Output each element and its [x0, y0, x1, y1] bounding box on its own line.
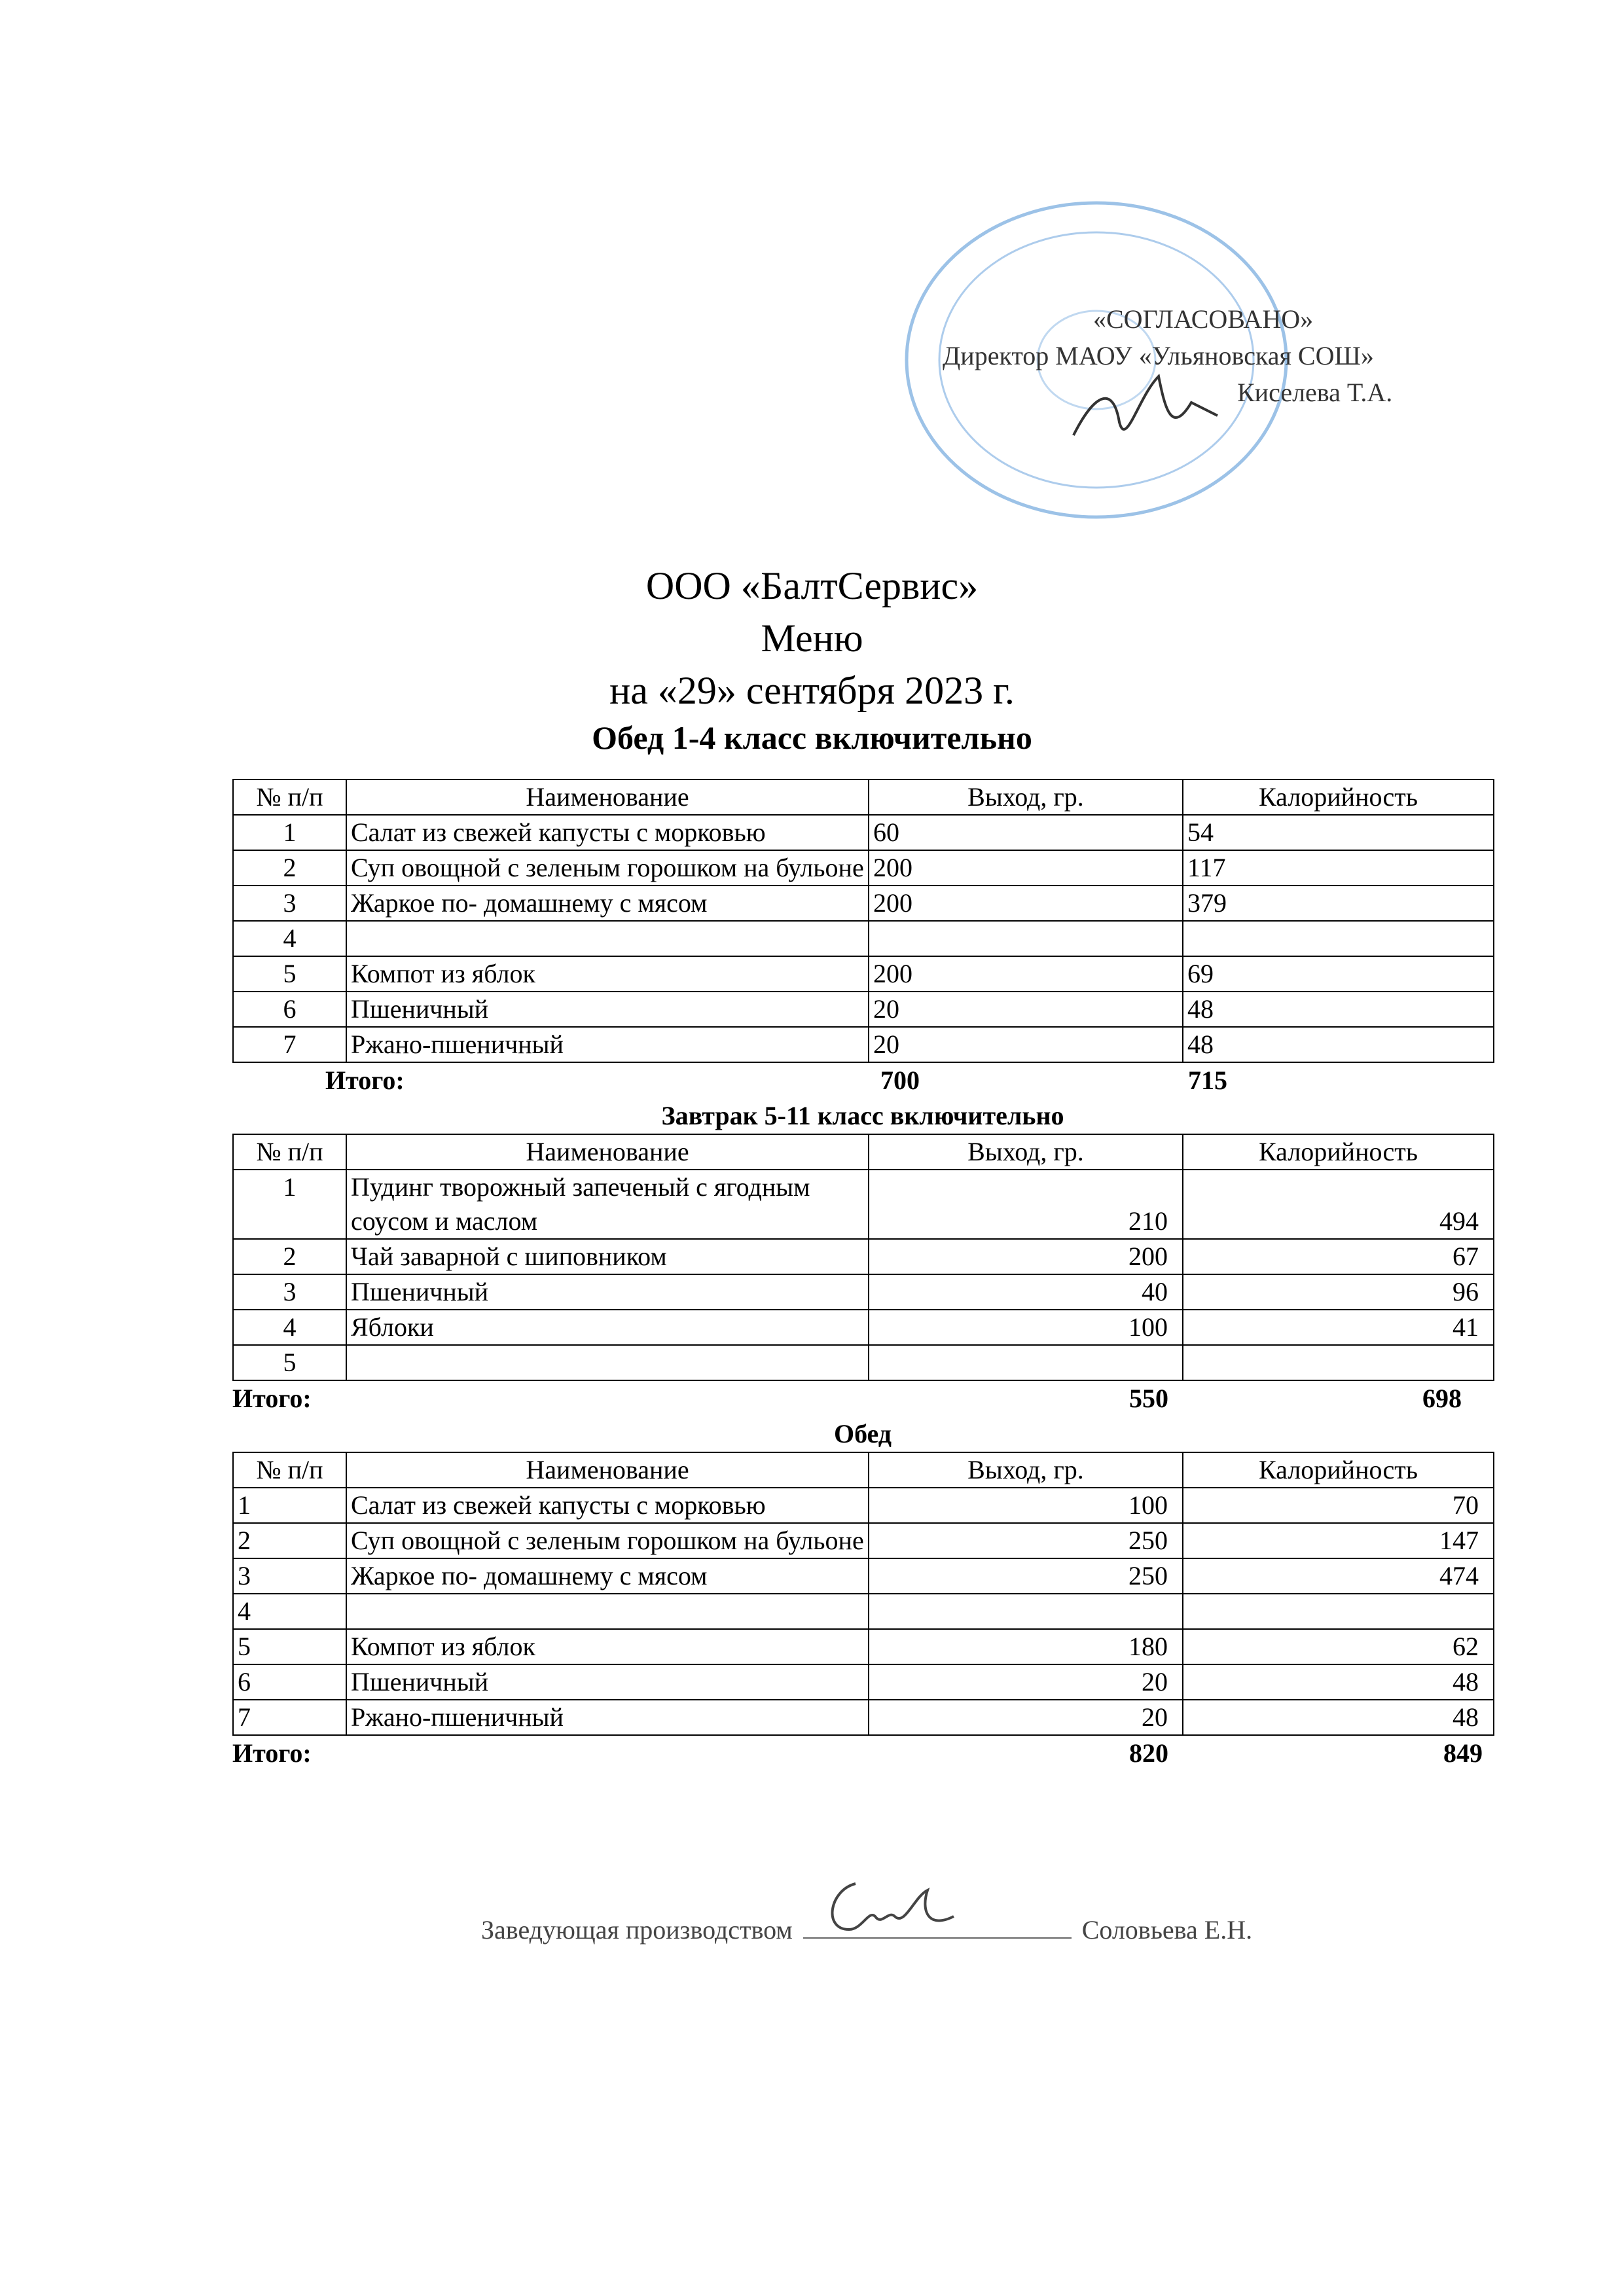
row-name: Пудинг творожный запеченый с ягодным соусом и маслом — [346, 1170, 869, 1239]
row-output: 100 — [869, 1310, 1183, 1345]
total-label: Итого: — [232, 1384, 312, 1413]
approval-name: Киселева Т.А. — [1237, 378, 1393, 407]
row-output: 200 — [869, 1239, 1183, 1274]
row-name: Ржано-пшеничный — [346, 1700, 869, 1735]
row-name — [346, 1594, 869, 1629]
col-output-header: Выход, гр. — [869, 780, 1183, 815]
row-output: 60 — [869, 815, 1183, 850]
row-name: Чай заварной с шиповником — [346, 1239, 869, 1274]
row-name: Ржано-пшеничный — [346, 1027, 869, 1062]
row-name: Пшеничный — [346, 1664, 869, 1700]
row-number: 1 — [233, 1488, 346, 1523]
row-calories: 48 — [1183, 1027, 1494, 1062]
row-name: Пшеничный — [346, 992, 869, 1027]
row-number: 7 — [233, 1700, 346, 1735]
row-name: Компот из яблок — [346, 956, 869, 992]
table-row — [233, 992, 1494, 1027]
row-calories: 147 — [1183, 1523, 1494, 1558]
table-row — [233, 1629, 1494, 1664]
row-calories: 379 — [1183, 886, 1494, 921]
row-number: 6 — [233, 1664, 346, 1700]
table-row — [233, 1239, 1494, 1274]
row-number: 1 — [233, 815, 346, 850]
row-number: 5 — [233, 1629, 346, 1664]
document-header — [0, 560, 1624, 757]
table-row — [233, 1027, 1494, 1062]
table-row — [233, 815, 1494, 850]
col-calories-header: Калорийность — [1183, 1452, 1494, 1488]
table-row — [233, 1700, 1494, 1735]
row-output — [869, 921, 1183, 956]
total-label: Итого: — [232, 1738, 312, 1768]
row-output: 180 — [869, 1629, 1183, 1664]
row-calories: 474 — [1183, 1558, 1494, 1594]
col-calories-header: Калорийность — [1183, 1134, 1494, 1170]
row-output: 250 — [869, 1558, 1183, 1594]
row-output: 200 — [869, 886, 1183, 921]
section1-totals — [232, 1063, 1493, 1098]
table-row — [233, 921, 1494, 956]
col-name-header: Наименование — [346, 1134, 869, 1170]
row-name: Суп овощной с зеленым горошком на бульоне — [346, 1523, 869, 1558]
col-number-header: № п/п — [233, 1452, 346, 1488]
row-name: Суп овощной с зеленым горошком на бульоне — [346, 850, 869, 886]
table-row — [233, 1345, 1494, 1380]
row-output: 20 — [869, 992, 1183, 1027]
header-row — [233, 780, 1494, 815]
director-signature-icon — [1060, 357, 1231, 461]
section1-title: Обед 1-4 класс включительно — [592, 719, 1032, 756]
section3-totals — [232, 1736, 1493, 1771]
section2-totals — [232, 1381, 1493, 1416]
row-calories: 54 — [1183, 815, 1494, 850]
header-row — [233, 1452, 1494, 1488]
table-row — [233, 1170, 1494, 1239]
row-output: 20 — [869, 1700, 1183, 1735]
row-calories: 67 — [1183, 1239, 1494, 1274]
row-number: 2 — [233, 850, 346, 886]
table-row — [233, 1488, 1494, 1523]
row-calories — [1183, 1345, 1494, 1380]
row-calories — [1183, 1594, 1494, 1629]
row-name — [346, 921, 869, 956]
row-name: Салат из свежей капусты с морковью — [346, 1488, 869, 1523]
row-output: 200 — [869, 956, 1183, 992]
row-number: 7 — [233, 1027, 346, 1062]
approval-director: Директор МАОУ «Ульяновская СОШ» — [943, 341, 1374, 370]
row-number: 3 — [233, 1274, 346, 1310]
approval-title: «СОГЛАСОВАНО» — [1093, 304, 1314, 334]
row-output: 100 — [869, 1488, 1183, 1523]
table-row — [233, 956, 1494, 992]
table-row — [233, 1310, 1494, 1345]
table-row — [233, 1274, 1494, 1310]
total-output: 700 — [880, 1066, 920, 1095]
row-name — [346, 1345, 869, 1380]
row-calories: 69 — [1183, 956, 1494, 992]
row-calories: 62 — [1183, 1629, 1494, 1664]
section2-table — [232, 1134, 1494, 1381]
row-calories: 494 — [1183, 1170, 1494, 1239]
approval-block — [943, 301, 1571, 411]
total-output: 550 — [1129, 1384, 1168, 1413]
row-output: 250 — [869, 1523, 1183, 1558]
row-output: 210 — [869, 1170, 1183, 1239]
row-number: 6 — [233, 992, 346, 1027]
row-calories — [1183, 921, 1494, 956]
row-name: Яблоки — [346, 1310, 869, 1345]
table-row — [233, 1664, 1494, 1700]
signature-line — [803, 1916, 1072, 1939]
row-calories: 70 — [1183, 1488, 1494, 1523]
signature-name: Соловьева Е.Н. — [1081, 1915, 1253, 1945]
row-name: Жаркое по- домашнему с мясом — [346, 886, 869, 921]
total-calories: 849 — [1443, 1738, 1483, 1768]
row-number: 1 — [233, 1170, 346, 1239]
row-number: 5 — [233, 1345, 346, 1380]
col-number-header: № п/п — [233, 1134, 346, 1170]
col-output-header: Выход, гр. — [869, 1452, 1183, 1488]
row-output — [869, 1345, 1183, 1380]
row-calories: 117 — [1183, 850, 1494, 886]
total-label: Итого: — [325, 1066, 405, 1095]
row-calories: 48 — [1183, 1664, 1494, 1700]
row-output — [869, 1594, 1183, 1629]
table-row — [233, 1523, 1494, 1558]
row-name: Пшеничный — [346, 1274, 869, 1310]
total-calories: 715 — [1188, 1066, 1227, 1095]
section1 — [232, 779, 1493, 1771]
row-output: 20 — [869, 1027, 1183, 1062]
org-name: ООО «БалтСервис» — [645, 564, 979, 607]
row-number: 2 — [233, 1239, 346, 1274]
row-name: Компот из яблок — [346, 1629, 869, 1664]
row-number: 3 — [233, 886, 346, 921]
row-calories: 41 — [1183, 1310, 1494, 1345]
row-number: 4 — [233, 921, 346, 956]
table-row — [233, 1558, 1494, 1594]
row-number: 3 — [233, 1558, 346, 1594]
row-name: Салат из свежей капусты с морковью — [346, 815, 869, 850]
row-calories: 48 — [1183, 1700, 1494, 1735]
table-row — [233, 1594, 1494, 1629]
signature-role: Заведующая производством — [481, 1915, 793, 1945]
row-calories: 48 — [1183, 992, 1494, 1027]
section3-title: Обед — [833, 1419, 892, 1448]
col-calories-header: Калорийность — [1183, 780, 1494, 815]
section1-table — [232, 779, 1494, 1063]
row-number: 2 — [233, 1523, 346, 1558]
col-number-header: № п/п — [233, 780, 346, 815]
doc-title: Меню — [761, 617, 863, 660]
row-name: Жаркое по- домашнему с мясом — [346, 1558, 869, 1594]
row-output: 40 — [869, 1274, 1183, 1310]
section3-table — [232, 1452, 1494, 1736]
row-number: 4 — [233, 1594, 346, 1629]
row-output: 20 — [869, 1664, 1183, 1700]
section2-title: Завтрак 5-11 класс включительно — [661, 1101, 1064, 1130]
row-calories: 96 — [1183, 1274, 1494, 1310]
total-calories: 698 — [1422, 1384, 1462, 1413]
col-output-header: Выход, гр. — [869, 1134, 1183, 1170]
header-row — [233, 1134, 1494, 1170]
doc-date: на «29» сентября 2023 г. — [609, 669, 1015, 712]
table-row — [233, 886, 1494, 921]
col-name-header: Наименование — [346, 780, 869, 815]
row-output: 200 — [869, 850, 1183, 886]
row-number: 5 — [233, 956, 346, 992]
total-output: 820 — [1129, 1738, 1168, 1768]
col-name-header: Наименование — [346, 1452, 869, 1488]
table-row — [233, 850, 1494, 886]
row-number: 4 — [233, 1310, 346, 1345]
signature-block — [481, 1914, 1252, 1945]
signature-icon — [816, 1871, 973, 1943]
